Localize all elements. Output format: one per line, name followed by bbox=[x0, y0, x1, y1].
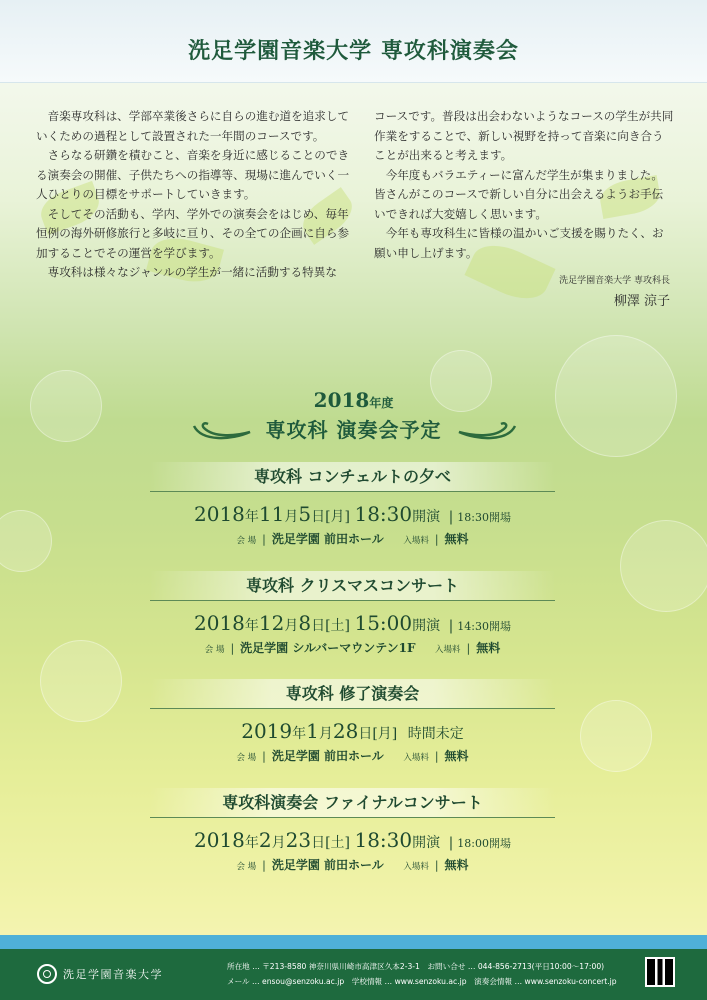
signature bbox=[559, 273, 670, 309]
event-title: 専攻科 コンチェルトの夕べ bbox=[150, 462, 555, 492]
event-concerto bbox=[150, 462, 555, 547]
schedule-year bbox=[0, 388, 707, 412]
signature-name: 柳澤 涼子 bbox=[613, 294, 670, 309]
contact-info bbox=[227, 959, 617, 989]
schedule-title: 専攻科 演奏会予定 bbox=[265, 418, 442, 442]
event-graduation bbox=[150, 679, 555, 764]
event-date: 2018年12月8日[土] 15:00開演 | 14:30開場 bbox=[194, 611, 511, 635]
intro-paragraph: 音楽専攻科は、学部卒業後さらに自らの進む道を追求していくための過程として設置された一年間のコースです。 bbox=[36, 109, 350, 143]
intro-right-column bbox=[374, 107, 674, 263]
intro-paragraph: 専攻科は様々なジャンルの学生が一緒に活動する特異な bbox=[47, 265, 337, 279]
intro-paragraph: さらなる研鑽を積むこと、音楽を身近に感じることのできる演奏会の開催、子供たちへの指導等、現場に進んでいく一人ひとりの目標をサポートしていきます。 bbox=[36, 148, 350, 201]
event-final bbox=[150, 788, 555, 873]
page-title: 洗足学園音楽大学 専攻科演奏会 bbox=[188, 38, 519, 64]
intro-paragraph: 今年も専攻科生に皆様の温かいご支援を賜りたく、お願い申し上げます。 bbox=[374, 226, 664, 260]
bokeh-decoration bbox=[0, 510, 52, 572]
event-title: 専攻科演奏会 ファイナルコンサート bbox=[150, 788, 555, 818]
footer bbox=[0, 949, 707, 1000]
event-date: 2019年1月28日[月] 時間未定 bbox=[241, 719, 464, 743]
event-title: 専攻科 修了演奏会 bbox=[150, 679, 555, 709]
event-christmas bbox=[150, 571, 555, 656]
bokeh-decoration bbox=[580, 700, 652, 772]
intro-paragraph: そしてその活動も、学内、学外での演奏会をはじめ、毎年恒例の海外研修旅行と多岐に亘り、その全ての企画に自ら参加することでその運営を学びます。 bbox=[36, 206, 350, 260]
school-name: 洗足学園音楽大学 bbox=[63, 968, 163, 981]
event-title: 専攻科 クリスマスコンサート bbox=[150, 571, 555, 601]
event-venue: 会 場 | 洗足学園 シルバーマウンテン1F 入場料 | 無料 bbox=[204, 641, 501, 655]
event-date: 2018年11月5日[月] 18:30開演 | 18:30開場 bbox=[194, 502, 511, 526]
intro-paragraph: コースです。普段は出会わないようなコースの学生が共同作業をすることで、新しい視野を持って音楽に向き合うことが出来ると考えます。 bbox=[374, 109, 674, 162]
bokeh-decoration bbox=[620, 520, 707, 612]
swirl-right-ornament bbox=[457, 420, 517, 442]
school-logo-icon bbox=[37, 964, 57, 984]
web-line: メール … ensou@senzoku.ac.jp 学校情報 … www.senzoku.ac.jp 演奏会情報 … www.senzoku-concert.jp bbox=[227, 977, 617, 986]
intro-left-column bbox=[36, 107, 354, 283]
year-suffix: 年度 bbox=[369, 396, 394, 410]
year-number: 2018 bbox=[313, 388, 370, 412]
address-line: 所在地 … 〒213-8580 神奈川県川崎市高津区久本2-3-1 お問い合せ … 044-856-2713(平日10:00〜17:00) bbox=[227, 962, 605, 971]
footer-stripe bbox=[0, 935, 707, 949]
event-venue: 会 場 | 洗足学園 前田ホール 入場料 | 無料 bbox=[236, 532, 469, 546]
bokeh-decoration bbox=[40, 640, 122, 722]
event-date: 2018年2月23日[土] 18:30開演 | 18:00開場 bbox=[194, 828, 511, 852]
event-venue: 会 場 | 洗足学園 前田ホール 入場料 | 無料 bbox=[236, 749, 469, 763]
qr-code-icon[interactable] bbox=[645, 957, 675, 987]
intro-paragraph: 今年度もバラエティーに富んだ学生が集まりました。皆さんがこのコースで新しい自分に出会えるようお手伝いできれば大変嬉しく思います。 bbox=[374, 167, 664, 221]
signature-role: 洗足学園音楽大学 専攻科長 bbox=[559, 276, 670, 286]
event-venue: 会 場 | 洗足学園 前田ホール 入場料 | 無料 bbox=[236, 858, 469, 872]
